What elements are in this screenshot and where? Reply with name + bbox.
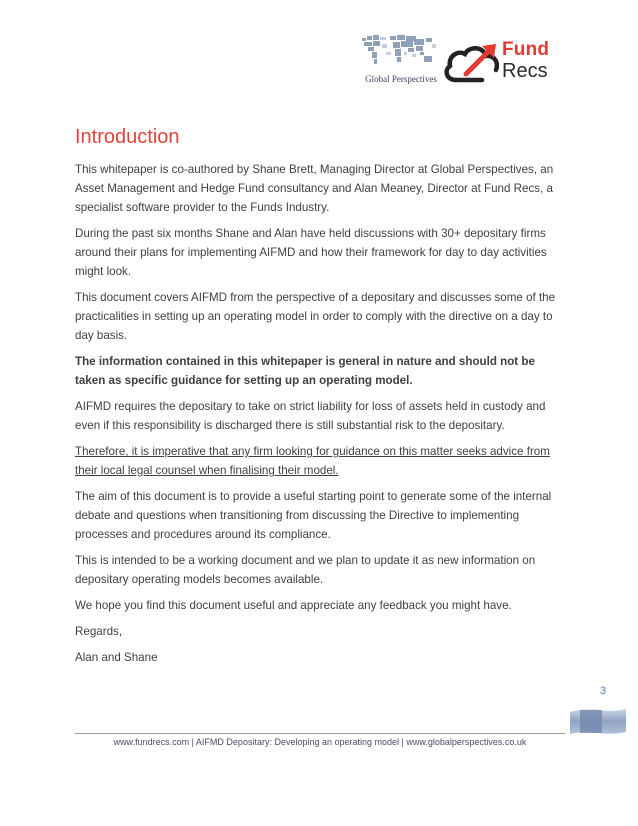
paragraph: This document covers AIFMD from the perspective of a depositary and discusses some of the practicalities in setting up an operating model in order to comply with the directive on a day to day basis. bbox=[75, 291, 556, 342]
paragraph: The aim of this document is to provide a useful starting point to generate some of the internal debate and questions when transitioning from discussing the Directive to implementing processes and procedures around its compliance. bbox=[75, 490, 552, 541]
disclaimer-paragraph: The information contained in this whitepaper is general in nature and should not be taken as specific guidance for setting up an operating model. bbox=[75, 355, 535, 387]
cloud-arrow-icon bbox=[442, 40, 504, 86]
page-number: 3 bbox=[600, 685, 607, 697]
footer-divider bbox=[75, 733, 565, 734]
world-map-icon bbox=[360, 32, 438, 68]
document-body bbox=[75, 124, 565, 674]
closing-salutation: Regards, bbox=[75, 625, 123, 638]
fundrecs-logo bbox=[442, 40, 562, 100]
fundrecs-wordmark-recs: Recs bbox=[502, 60, 548, 82]
signature-names: Alan and Shane bbox=[75, 651, 158, 664]
section-title: Introduction bbox=[75, 126, 180, 148]
header-logos bbox=[356, 26, 562, 98]
page-corner-tab bbox=[566, 706, 628, 736]
footer-text: www.fundrecs.com | AIFMD Depositary: Developing an operating model | www.globalperspectives.co.uk bbox=[113, 737, 527, 747]
paragraph: We hope you find this document useful and appreciate any feedback you might have. bbox=[75, 599, 512, 612]
global-perspectives-wordmark: Global Perspectives bbox=[365, 74, 437, 84]
paragraph: This whitepaper is co-authored by Shane Brett, Managing Director at Global Perspectives, an Asset Management and Hedge Fund consultancy and Alan Meaney, Director at Fund Recs, a specialist software provider to the Funds Industry. bbox=[75, 163, 554, 214]
paragraph: This is intended to be a working document and we plan to update it as new information on depositary operating models becomes available. bbox=[75, 554, 536, 586]
global-perspectives-logo bbox=[356, 26, 442, 92]
paragraph: During the past six months Shane and Alan have held discussions with 30+ depositary firms around their plans for implementing AIFMD and how their framework for day to day activities might look. bbox=[75, 227, 547, 278]
legal-advice-paragraph: Therefore, it is imperative that any firm looking for guidance on this matter seeks advice from their local legal counsel when finalising their model. bbox=[75, 445, 550, 477]
fundrecs-wordmark-fund: Fund bbox=[502, 39, 550, 60]
paragraph: AIFMD requires the depositary to take on strict liability for loss of assets held in custody and even if this responsibility is discharged there is still substantial risk to the depositary. bbox=[75, 400, 546, 432]
